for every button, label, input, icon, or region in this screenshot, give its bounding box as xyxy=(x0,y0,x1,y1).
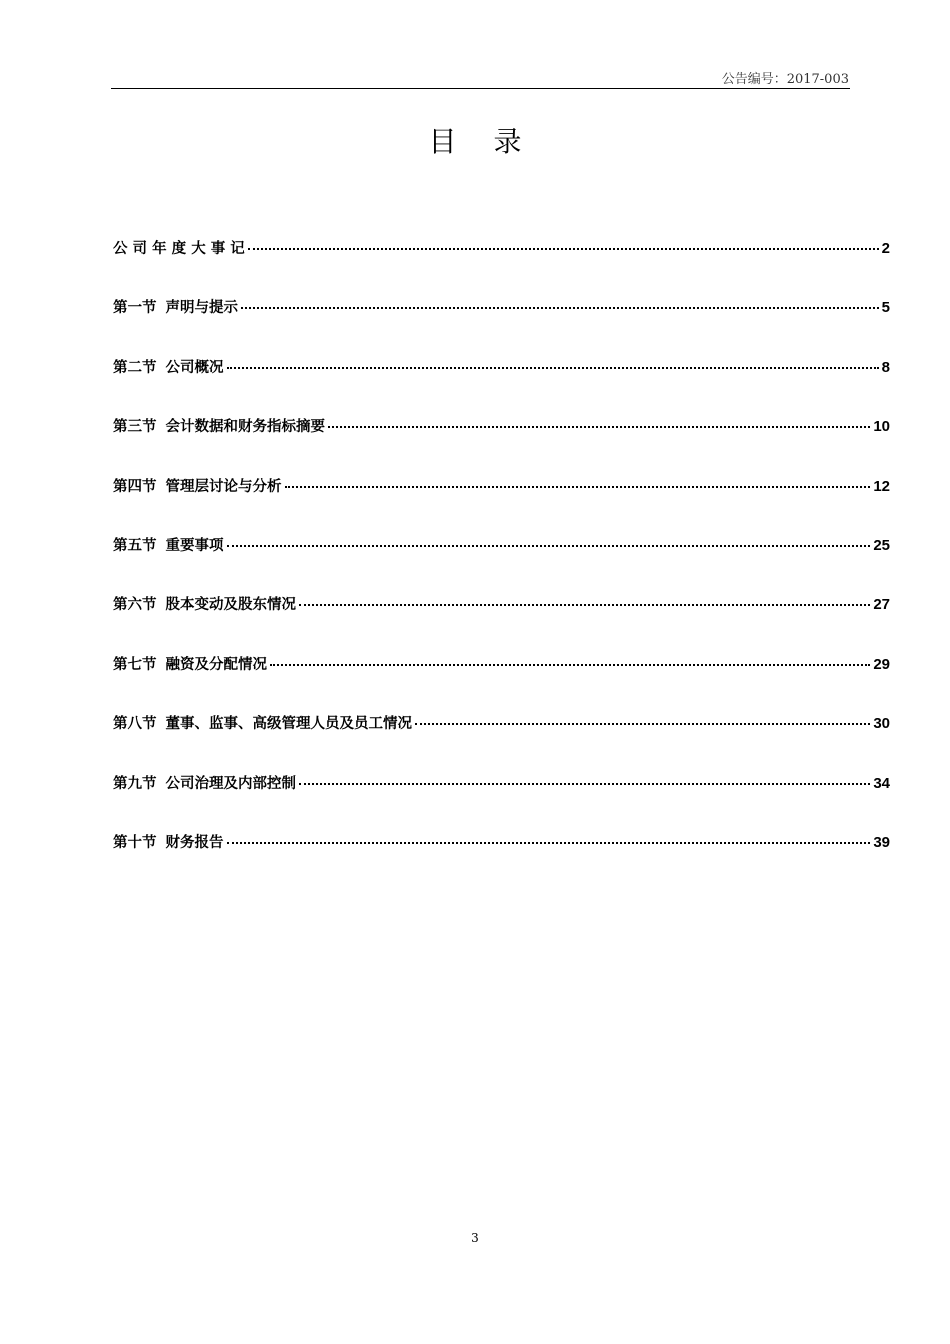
toc-page-number: 25 xyxy=(873,536,890,554)
toc-page-number: 27 xyxy=(873,596,890,614)
toc-leader-dots xyxy=(248,248,879,250)
toc-entry-title: 管理层讨论与分析 xyxy=(165,478,282,495)
announcement-number: 公告编号：2017-003 xyxy=(721,72,849,87)
page-title: 目 录 xyxy=(428,125,536,158)
toc-entry-section-4[interactable] xyxy=(113,475,890,534)
header-divider xyxy=(111,88,850,89)
table-of-contents xyxy=(113,237,890,890)
toc-entry-title: 公司概况 xyxy=(165,359,224,376)
toc-leader-dots xyxy=(328,426,870,428)
toc-section-number: 第七节 xyxy=(113,656,157,673)
toc-section-number: 第十节 xyxy=(113,834,157,851)
toc-entry-label xyxy=(113,534,224,555)
toc-entry-title: 会计数据和财务指标摘要 xyxy=(165,419,325,436)
toc-entry-section-7[interactable] xyxy=(113,653,890,712)
toc-entry-label xyxy=(113,475,282,496)
toc-entry-events[interactable] xyxy=(113,237,890,296)
toc-entry-label xyxy=(113,356,224,377)
toc-section-number: 第二节 xyxy=(113,359,157,376)
toc-page-number: 8 xyxy=(881,358,890,376)
toc-section-number: 第一节 xyxy=(113,300,157,317)
toc-entry-label xyxy=(113,593,296,614)
toc-leader-dots xyxy=(241,307,879,309)
toc-section-number: 第五节 xyxy=(113,537,157,554)
toc-entry-title: 融资及分配情况 xyxy=(165,656,267,673)
toc-page-number: 5 xyxy=(881,299,890,317)
toc-leader-dots xyxy=(285,486,871,488)
toc-leader-dots xyxy=(270,664,870,666)
toc-entry-section-5[interactable] xyxy=(113,534,890,593)
toc-entry-title: 股本变动及股东情况 xyxy=(165,597,296,614)
toc-page-number: 2 xyxy=(881,240,890,257)
toc-leader-dots xyxy=(299,783,870,785)
toc-page-number: 10 xyxy=(873,418,890,436)
toc-section-number: 第九节 xyxy=(113,775,157,792)
toc-leader-dots xyxy=(227,545,871,547)
toc-section-number: 第三节 xyxy=(113,419,157,436)
toc-page-number: 29 xyxy=(873,655,890,673)
toc-leader-dots xyxy=(415,723,870,725)
toc-entry-label xyxy=(113,237,245,258)
toc-leader-dots xyxy=(299,604,870,606)
toc-entry-title: 公司治理及内部控制 xyxy=(165,775,296,792)
toc-page-number: 12 xyxy=(873,477,890,495)
toc-entry-label xyxy=(113,772,296,793)
toc-page-number: 30 xyxy=(873,715,890,733)
toc-entry-section-2[interactable] xyxy=(113,356,890,415)
toc-leader-dots xyxy=(227,842,871,844)
toc-section-number: 第六节 xyxy=(113,597,157,614)
toc-entry-title: 公 司 年 度 大 事 记 xyxy=(113,241,245,257)
toc-entry-label xyxy=(113,415,325,436)
page-number: 3 xyxy=(471,1231,479,1245)
toc-entry-title: 财务报告 xyxy=(165,834,224,851)
toc-page-number: 39 xyxy=(873,833,890,851)
toc-entry-title: 董事、监事、高级管理人员及员工情况 xyxy=(165,716,412,733)
toc-entry-label xyxy=(113,296,238,317)
toc-entry-label xyxy=(113,712,412,733)
toc-entry-section-3[interactable] xyxy=(113,415,890,474)
toc-section-number: 第四节 xyxy=(113,478,157,495)
toc-section-number: 第八节 xyxy=(113,716,157,733)
toc-entry-section-8[interactable] xyxy=(113,712,890,771)
toc-entry-title: 重要事项 xyxy=(165,537,224,554)
toc-entry-section-9[interactable] xyxy=(113,772,890,831)
toc-entry-label xyxy=(113,831,224,852)
toc-entry-title: 声明与提示 xyxy=(165,300,238,317)
toc-entry-section-6[interactable] xyxy=(113,593,890,652)
toc-leader-dots xyxy=(227,367,879,369)
toc-entry-section-1[interactable] xyxy=(113,296,890,355)
toc-entry-section-10[interactable] xyxy=(113,831,890,890)
toc-page-number: 34 xyxy=(873,774,890,792)
toc-entry-label xyxy=(113,653,267,674)
